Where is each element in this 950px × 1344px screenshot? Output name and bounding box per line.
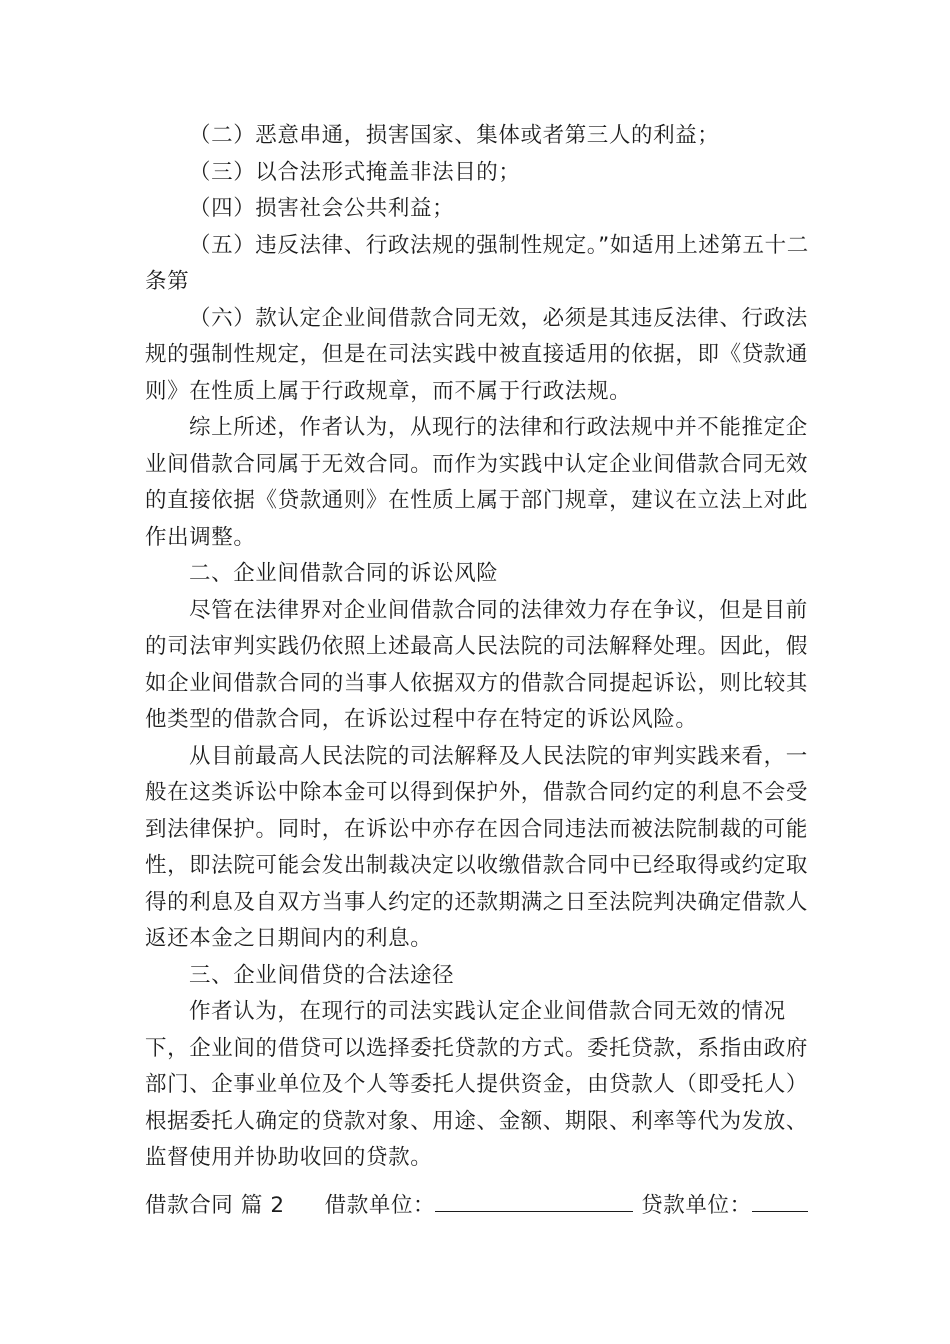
risk-paragraph-2: 从目前最高人民法院的司法解释及人民法院的审判实践来看，一般在这类诉讼中除本金可以得到保护外，借款合同约定的利息不会受到法律保护。同时，在诉讼中亦存在因合同违法而被法院制裁的可能性，即法院可能会发出制裁决定以收缴借款合同中已经取得或约定取得的利息及自双方当事人约定的还款期满之日至法院判决确定借款人返还本金之日期间内的利息。 [145, 743, 809, 951]
list-item-5: （五）违反法律、行政法规的强制性规定。”如适用上述第五十二条第 [145, 232, 809, 294]
document-body [145, 118, 809, 1177]
borrower-label: 借款单位： [324, 1193, 436, 1218]
summary-paragraph: 综上所述，作者认为，从现行的法律和行政法规中并不能推定企业间借款合同属于无效合同。而作为实践中认定企业间借款合同无效的直接依据《贷款通则》在性质上属于部门规章，建议在立法上对此作出调整。 [145, 415, 809, 550]
section-heading-2: 二、企业间借款合同的诉讼风险 [189, 561, 499, 586]
list-item-4: （四）损害社会公共利益； [189, 196, 455, 221]
lender-label: 贷款单位： [641, 1193, 752, 1218]
legal-path-paragraph: 作者认为，在现行的司法实践认定企业间借款合同无效的情况下，企业间的借贷可以选择委托贷款的方式。委托贷款，系指由政府部门、企事业单位及个人等委托人提供资金，由贷款人（即受托人）根据委托人确定的贷款对象、用途、金额、期限、利率等代为发放、监督使用并协助收回的贷款。 [145, 999, 809, 1170]
list-item-3: （三）以合法形式掩盖非法目的； [189, 159, 521, 185]
risk-paragraph-1: 尽管在法律界对企业间借款合同的法律效力存在争议，但是目前的司法审判实践仍依照上述最高人民法院的司法解释处理。因此，假如企业间借款合同的当事人依据双方的借款合同提起诉讼，则比较其他类型的借款合同，在诉讼过程中存在特定的诉讼风险。 [145, 597, 809, 732]
section-heading-3: 三、企业间借贷的合法途径 [189, 962, 455, 988]
list-item-2: （二）恶意串通，损害国家、集体或者第三人的利益； [189, 123, 720, 148]
borrower-blank-field[interactable] [435, 1189, 633, 1212]
contract-header-line [145, 1188, 825, 1225]
lender-blank-field[interactable] [752, 1189, 808, 1212]
list-item-6: （六）款认定企业间借款合同无效，必须是其违反法律、行政法规的强制性规定，但是在司法实践中被直接适用的依据，即《贷款通则》在性质上属于行政规章，而不属于行政法规。 [145, 305, 809, 404]
contract-title: 借款合同 篇 2 [145, 1193, 285, 1218]
